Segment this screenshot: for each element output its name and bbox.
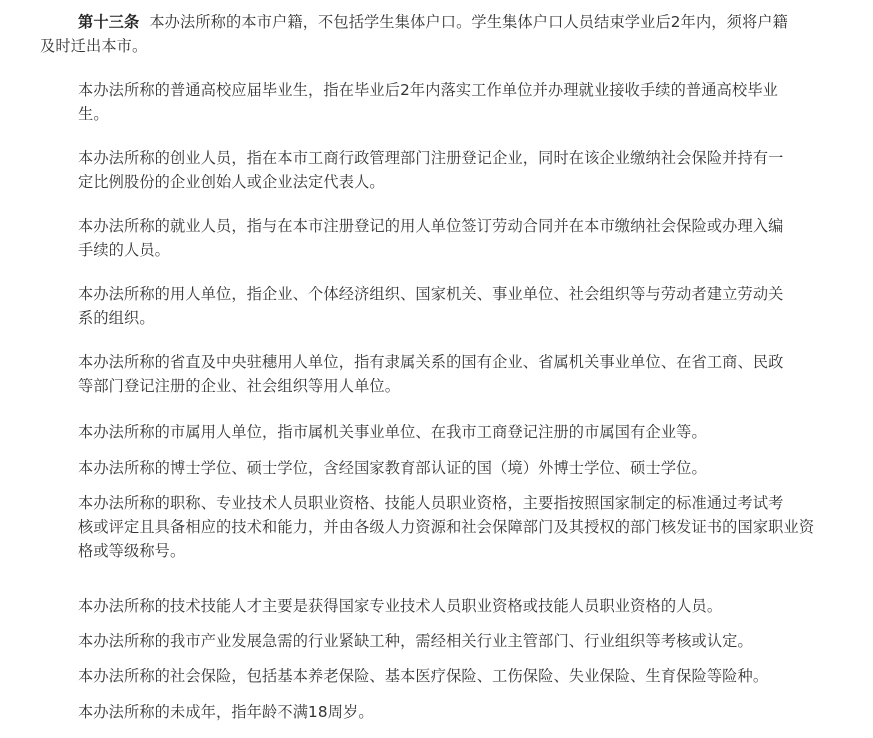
paragraph-line: 本办法所称的创业人员，指在本市工商行政管理部门注册登记企业，同时在该企业缴纳社会保险并持有一 — [78, 149, 784, 167]
paragraph-line: 本办法所称的用人单位，指企业、个体经济组织、国家机关、事业单位、社会组织等与劳动者建立劳动关 — [78, 285, 784, 303]
paragraph-line: 等部门登记注册的企业、社会组织等用人单位。 — [78, 377, 401, 395]
paragraph-line: 本办法所称的普通高校应届毕业生，指在毕业后2年内落实工作单位并办理就业接收手续的普通高校毕业 — [78, 81, 778, 99]
paragraph-shortage-trades — [40, 629, 840, 653]
paragraph-degrees — [40, 456, 840, 480]
paragraph-household-registration — [40, 10, 840, 58]
paragraph-line: 手续的人员。 — [78, 241, 171, 259]
paragraph-line: 本办法所称的技术技能人才主要是获得国家专业技术人员职业资格或技能人员职业资格的人员。 — [78, 597, 723, 615]
paragraph-graduates — [40, 78, 840, 126]
paragraph-line: 系的组织。 — [78, 309, 155, 327]
paragraph-line: 本办法所称的未成年，指年龄不满18周岁。 — [78, 703, 374, 721]
paragraph-employers — [40, 282, 840, 330]
paragraph-minors — [40, 700, 840, 724]
paragraph-entrepreneurs — [40, 146, 840, 194]
paragraph-employees — [40, 214, 840, 262]
paragraph-municipal-employers — [40, 420, 840, 444]
paragraph-line: 核或评定且具备相应的技术和能力，并由各级人力资源和社会保障部门及其授权的部门核发证书的国家职业资 — [78, 518, 815, 536]
paragraph-line: 定比例股份的企业创始人或企业法定代表人。 — [78, 173, 385, 191]
paragraph-qualifications — [40, 491, 840, 563]
paragraph-line: 本办法所称的省直及中央驻穗用人单位，指有隶属关系的国有企业、省属机关事业单位、在省工商、民政 — [78, 353, 784, 371]
paragraph-line: 生。 — [78, 105, 109, 123]
paragraph-line: 本办法所称的博士学位、硕士学位，含经国家教育部认证的国（境）外博士学位、硕士学位。 — [78, 459, 707, 477]
article-heading: 第十三条 — [78, 13, 140, 31]
paragraph-line: 本办法所称的职称、专业技术人员职业资格、技能人员职业资格，主要指按照国家制定的标准通过考试考 — [78, 494, 784, 512]
paragraph-provincial-employers — [40, 350, 840, 398]
paragraph-line: 本办法所称的就业人员，指与在本市注册登记的用人单位签订劳动合同并在本市缴纳社会保险或办理入编 — [78, 217, 784, 235]
paragraph-social-insurance — [40, 664, 840, 688]
paragraph-skilled-talent — [40, 594, 840, 618]
paragraph-line: 本办法所称的我市产业发展急需的行业紧缺工种，需经相关行业主管部门、行业组织等考核或认定。 — [78, 632, 753, 650]
paragraph-line: 本办法所称的市属用人单位，指市属机关事业单位、在我市工商登记注册的市属国有企业等。 — [78, 423, 707, 441]
paragraph-line: 本办法所称的本市户籍，不包括学生集体户口。学生集体户口人员结束学业后2年内，须将户籍 — [149, 13, 788, 31]
paragraph-line: 本办法所称的社会保险，包括基本养老保险、基本医疗保险、工伤保险、失业保险、生育保险等险种。 — [78, 667, 769, 685]
paragraph-line: 格或等级称号。 — [78, 542, 186, 560]
paragraph-line: 及时迁出本市。 — [40, 37, 148, 55]
